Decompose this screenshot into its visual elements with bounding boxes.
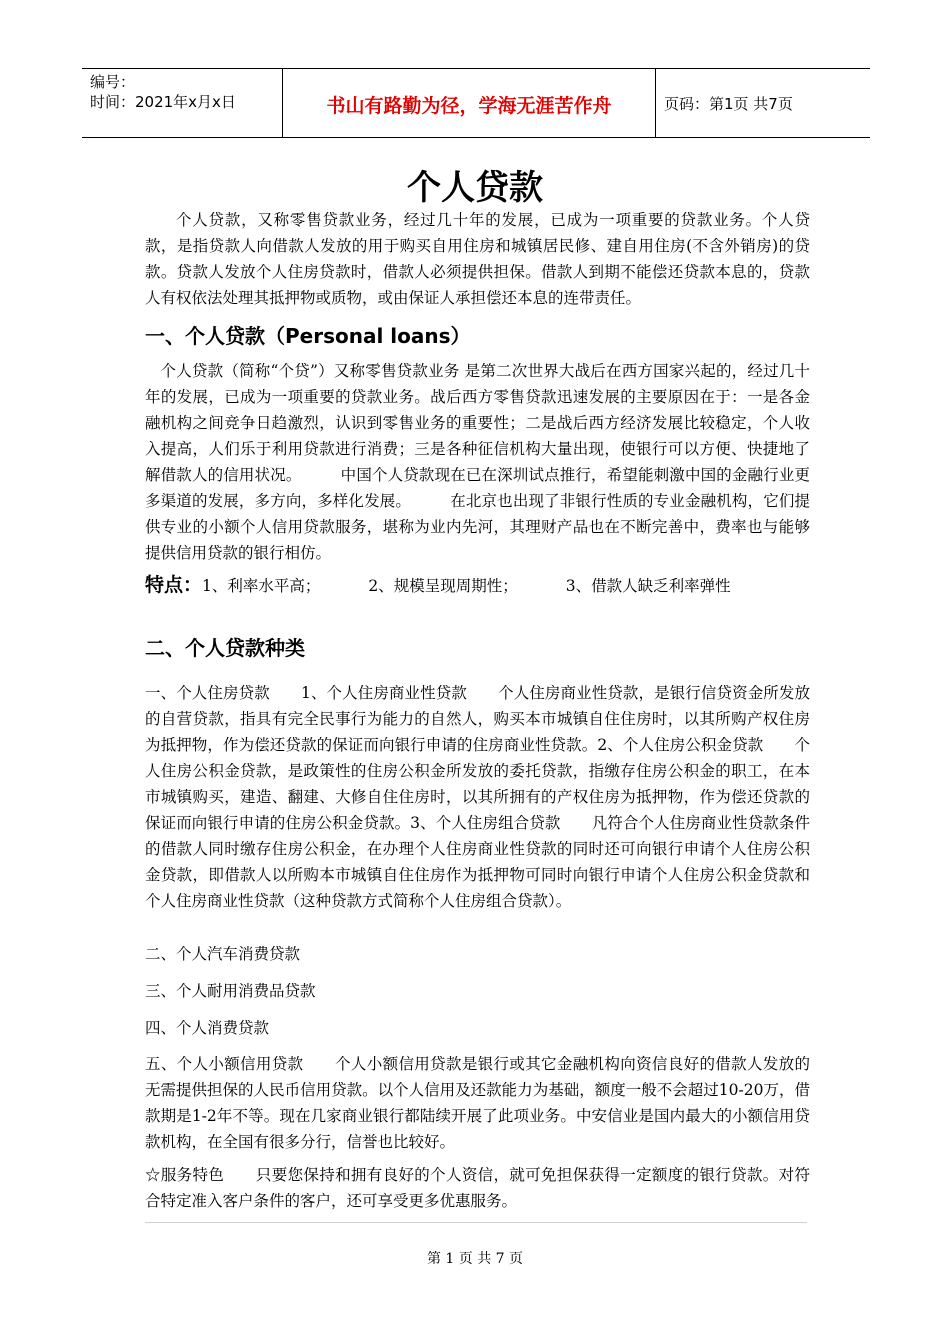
document-date: 时间：2021年x月x日 [90, 93, 236, 111]
feature-item: 3、借款人缺乏利率弹性 [565, 577, 731, 595]
feature-item: 1、利率水平高； [202, 577, 321, 595]
page-footer: 第 1 页 共 7 页 [426, 1251, 524, 1267]
consumer-loan-item: 四、个人消费贷款 [145, 1019, 270, 1037]
housing-loan-paragraph: 一、个人住房贷款 1、个人住房商业性贷款 个人住房商业性贷款，是银行信贷资金所发放的自营贷款，指具有完全民事行为能力的自然人，购买本市城镇自住住房时，以其所购产权住房为抵押物，作为偿还贷款的保证而向银行申请的住房商业性贷款。2、个人住房公积金贷款 个人住房公积金贷款，是政策性的住房公积金所发放的委托贷款，指缴存住房公积金的职工，在本市城镇购买，建造、翻建、大修自住住房时，以其所拥有的产权住房为抵押物，作为偿还贷款的保证而向银行申请的住房公积金贷款。3、个人住房组合贷款 凡符合个人住房商业性贷款条件的借款人同时缴存住房公积金，在办理个人住房商业性贷款的同时还可向银行申请个人住房公积金贷款，即借款人以所购本市城镇自住住房作为抵押物可同时向银行申请个人住房公积金贷款和个人住房商业性贷款（这种贷款方式简称个人住房组合贷款）。 [145, 684, 810, 910]
durable-goods-loan-item: 三、个人耐用消费品贷款 [145, 982, 316, 1000]
micro-credit-paragraph: 五、个人小额信用贷款 个人小额信用贷款是银行或其它金融机构向资信良好的借款人发放的无需提供担保的人民币信用贷款。以个人信用及还款能力为基础，额度一般不会超过10-20万，借款期是1-2年不等。现在几家商业银行都陆续开展了此项业务。中安信业是国内最大的小额信用贷款机构，在全国有很多分行，信誉也比较好。 [145, 1055, 810, 1151]
header-motto-cell [282, 69, 656, 137]
document-title: 个人贷款 [407, 168, 543, 208]
feature-item: 2、规模呈现周期性； [368, 577, 518, 595]
motto-text: 书山有路勤为径，学海无涯苦作舟 [326, 95, 612, 117]
footer-divider [145, 1222, 807, 1223]
section-2-heading: 二、个人贷款种类 [145, 636, 305, 660]
features-line [145, 570, 731, 597]
document-number-label: 编号： [90, 73, 136, 91]
intro-paragraph: 个人贷款，又称零售贷款业务，经过几十年的发展，已成为一项重要的贷款业务。个人贷款，是指贷款人向借款人发放的用于购买自用住房和城镇居民修、建自用住房(不含外销房)的贷款。贷款人发放个人住房贷款时，借款人必须提供担保。借款人到期不能偿还贷款本息的，贷款人有权依法处理其抵押物或质物，或由保证人承担偿还本息的连带责任。 [145, 211, 810, 307]
service-features-paragraph: ☆服务特色 只要您保持和拥有良好的个人资信，就可免担保获得一定额度的银行贷款。对符合特定准入客户条件的客户，还可享受更多优惠服务。 [145, 1166, 810, 1210]
header-page-indicator: 页码：第1页 共7页 [664, 95, 793, 113]
section-1-body: 个人贷款（简称“个贷”）又称零售贷款业务 是第二次世界大战后在西方国家兴起的，经过几十年的发展，已成为一项重要的贷款业务。战后西方零售贷款迅速发展的主要原因在于：一是各金融机构之间竞争日趋激烈，认识到零售业务的重要性；二是战后西方经济发展比较稳定，个人收入提高，人们乐于利用贷款进行消费；三是各种征信机构大量出现，使银行可以方便、快捷地了解借款人的信用状况。 中国个人贷款现在已在深圳试点推行，希望能刺激中国的金融行业更多渠道的发展，多方向，多样化发展。 在北京也出现了非银行性质的专业金融机构，它们提供专业的小额个人信用贷款服务，堪称为业内先河，其理财产品也在不断完善中，费率也与能够提供信用贷款的银行相仿。 [145, 362, 810, 562]
document-header [82, 68, 870, 138]
auto-loan-item: 二、个人汽车消费贷款 [145, 945, 301, 963]
section-1-heading: 一、个人贷款（Personal loans） [145, 324, 471, 348]
header-left-cell [82, 69, 282, 137]
features-label: 特点： [145, 574, 203, 596]
